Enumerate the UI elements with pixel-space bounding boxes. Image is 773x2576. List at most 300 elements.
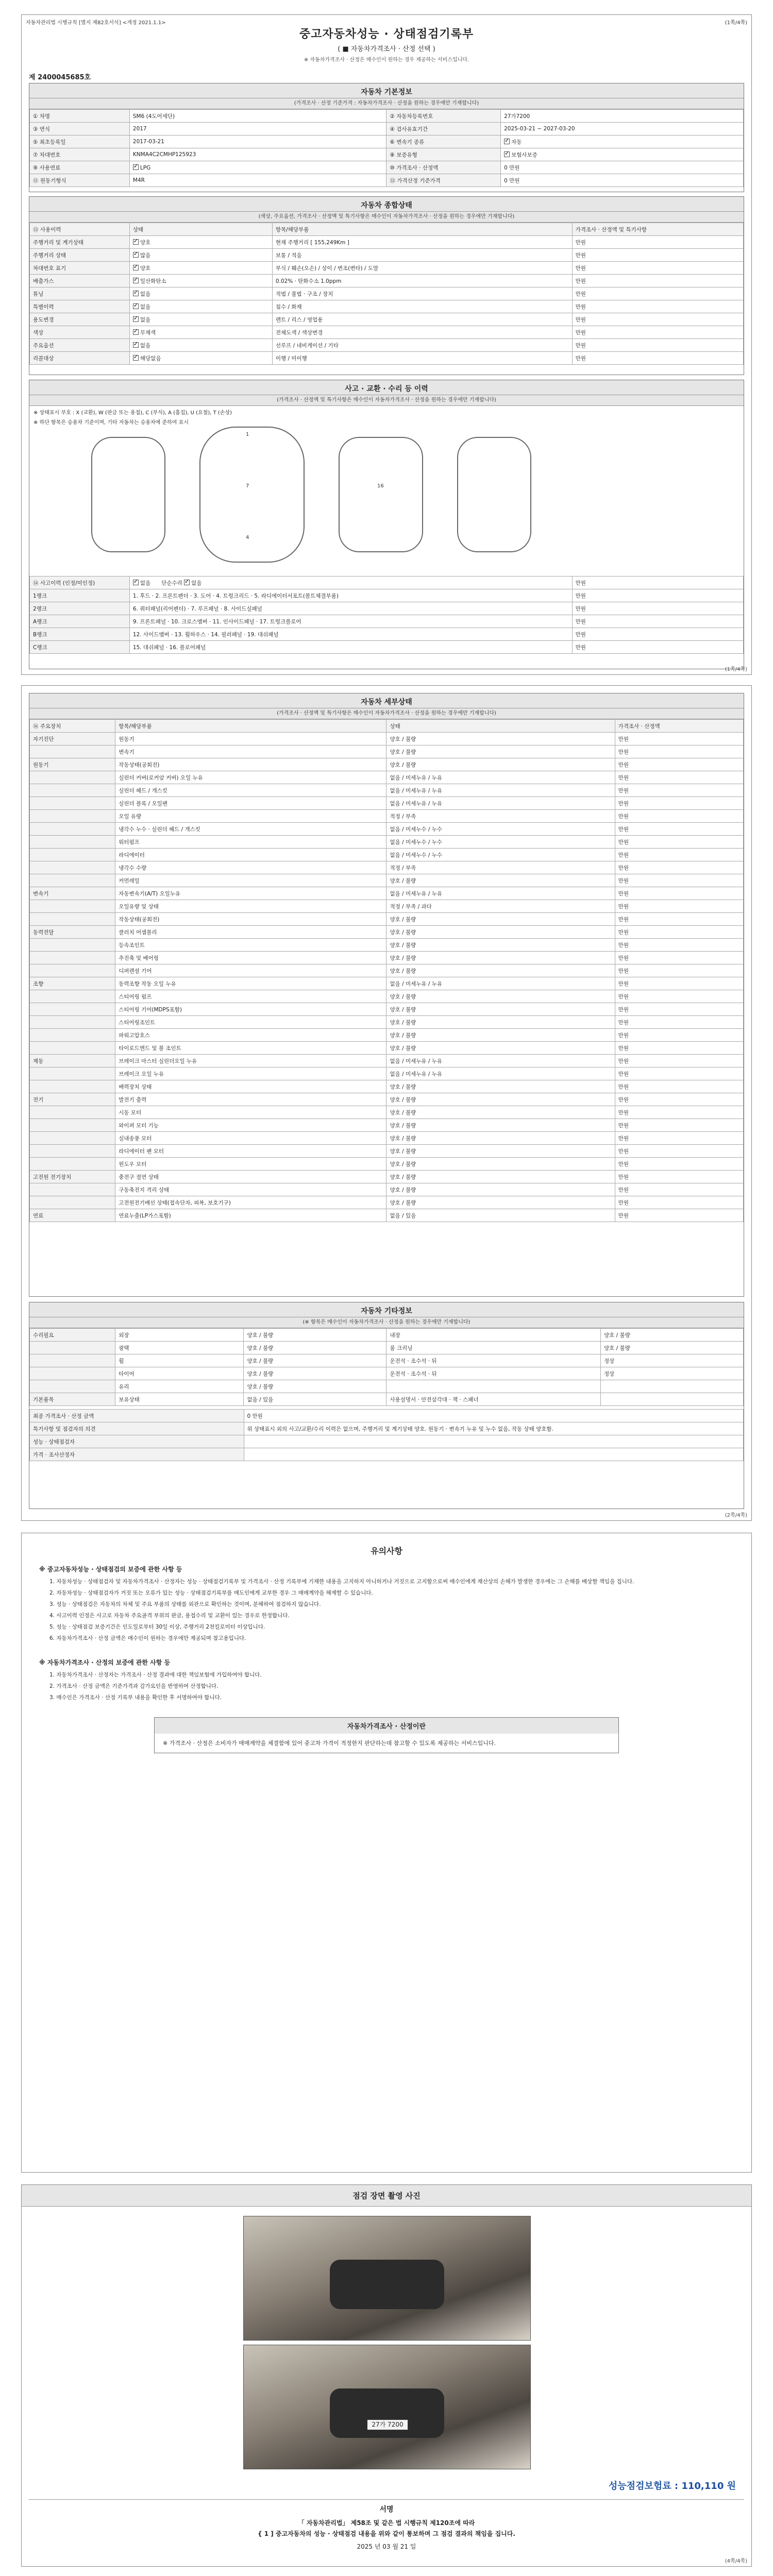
row-detail: 0.02% · 탄화수소 1.0ppm [272, 275, 572, 287]
final-price-label: 최종 가격조사 · 산정 금액 [30, 1410, 244, 1422]
table-row [30, 602, 744, 615]
notice-paragraph: 1. 자동차가격조사 · 산정자는 가격조사 · 산정 결과에 대한 책임보험에 가입하여야 합니다. [49, 1672, 262, 1678]
header-cell: 항목/해당부품 [115, 720, 386, 733]
zone-marker: 16 [377, 483, 384, 489]
group-cell: 변속기 [30, 887, 115, 900]
price-cell: 만원 [615, 990, 743, 1003]
group-cell: 전기 [30, 1093, 115, 1106]
item2-cell [386, 1380, 601, 1393]
price-cell: 만원 [615, 836, 743, 849]
notice-paragraph: 4. 사고이력 인정은 사고로 자동차 주요골격 부위의 판금, 용접수리 및 교환이 있는 경우로 한정합니다. [49, 1613, 290, 1619]
part-cell: 클러치 어셈블리 [115, 926, 386, 939]
row-key: 차대번호 표기 [30, 262, 130, 275]
row-state: ✓ 없음 [129, 339, 272, 352]
row-price: 만원 [572, 326, 743, 339]
price-cell: 만원 [615, 771, 743, 784]
group-cell: 조향 [30, 977, 115, 990]
group-cell [30, 836, 115, 849]
detail-note: (가격조사 · 산정액 및 특기사항은 매수인이 자동차가격조사 · 산정을 원하는 경우에만 기재합니다) [29, 708, 744, 719]
table-row [30, 287, 744, 300]
header-cell: 가격조사 · 산정액 [615, 720, 743, 733]
checkbox-icon [133, 265, 139, 270]
group-cell [30, 1003, 115, 1016]
part-cell: 작동상태(공회전) [115, 758, 386, 771]
page-number: (4쪽/4쪽) [725, 2558, 747, 2564]
page-1 [21, 14, 752, 675]
document-number: 제 2400045685호 [29, 74, 91, 81]
inspection-photo-front [243, 2216, 531, 2341]
table-row [30, 1029, 744, 1042]
price-cell: 만원 [615, 745, 743, 758]
header-cell: ⑬ 사용이력 [30, 223, 130, 236]
state-cell: 양호 / 불량 [386, 939, 615, 952]
row-price: 만원 [572, 275, 743, 287]
accident-legend: ※ 상태표시 부호 : X (교환), W (판금 또는 용접), C (부식), A (흠집), U (요철), T (손상) [33, 410, 232, 416]
signature-date: 2025 년 03 월 21 일 [357, 2543, 416, 2550]
notice-paragraph: 3. 매수인은 가격조사 · 산정 기록부 내용을 확인한 후 서명하여야 합니다. [49, 1694, 222, 1701]
table-row [30, 641, 744, 654]
table-row [30, 887, 744, 900]
table-row [30, 1410, 744, 1422]
table-row [30, 326, 744, 339]
row-price: 만원 [572, 262, 743, 275]
accident-note: (가격조사 · 산정액 및 특기사항은 매수인이 자동차가격조사 · 산정을 원하는 경우에만 기재합니다) [29, 395, 744, 406]
cell-value [501, 148, 744, 161]
group-cell [30, 1183, 115, 1196]
state-cell: 없음 / 미세누유 / 누유 [386, 797, 615, 810]
group-cell: 원동기 [30, 758, 115, 771]
table-row [30, 1132, 744, 1145]
row-detail: 전체도색 / 색상변경 [272, 326, 572, 339]
price-cell: 만원 [615, 1196, 743, 1209]
page-number: (2쪽/4쪽) [725, 1513, 747, 1518]
cell-label: ⑧ 보증유형 [386, 148, 501, 161]
overall-title: 자동차 종합상태 [29, 197, 744, 212]
group-cell [30, 1042, 115, 1055]
state-cell: 없음 / 미세누유 / 누유 [386, 784, 615, 797]
row-key: 색상 [30, 326, 130, 339]
part-cell: 발전기 출력 [115, 1093, 386, 1106]
document-note: ※ 자동차가격조사 · 산정은 매수인이 원하는 경우 제공하는 서비스입니다. [304, 57, 469, 63]
table-row [30, 964, 744, 977]
detail-title: 자동차 세부상태 [29, 693, 744, 708]
table-row [30, 628, 744, 641]
cell-value: 2017-03-21 [129, 135, 386, 148]
table-row [30, 1106, 744, 1119]
table-row [30, 1196, 744, 1209]
item-cell: 보유상태 [115, 1393, 244, 1406]
table-row [30, 1055, 744, 1067]
header-cell: 가격조사 · 산정액 및 특기사항 [572, 223, 743, 236]
price-cell: 만원 [615, 1093, 743, 1106]
page-2 [21, 685, 752, 1521]
price-cell: 만원 [615, 1029, 743, 1042]
basic-info-section [29, 83, 744, 192]
overall-note: (색상, 주요옵션, 가격조사 · 산정액 및 특기사항은 매수인이 자동차가격조사 · 산정을 원하는 경우에만 기재합니다) [29, 212, 744, 223]
group-cell: 연료 [30, 1209, 115, 1222]
cell-value: KNMA4C2CMHP125923 [129, 148, 386, 161]
checkbox-icon [133, 239, 139, 245]
row-key: 주행거리 상태 [30, 249, 130, 262]
cell-label: ⑨ 사용연료 [30, 161, 130, 174]
row-state: ✓ 양호 [129, 236, 272, 249]
row-detail: 렌트 / 리스 / 영업용 [272, 313, 572, 326]
state2-cell [600, 1380, 743, 1393]
group-cell [30, 810, 115, 823]
group-cell: 자기진단 [30, 733, 115, 745]
detail-section [29, 693, 744, 1297]
item-cell: 휠 [115, 1354, 244, 1367]
group-cell [30, 1354, 115, 1367]
row-key: 배출가스 [30, 275, 130, 287]
part-cell: 오일유량 및 상태 [115, 900, 386, 913]
item2-cell: 운전석 · 조수석 · 뒤 [386, 1367, 601, 1380]
state-cell: 양호 / 불량 [386, 1196, 615, 1209]
part-cell: 변속기 [115, 745, 386, 758]
group-cell [30, 1067, 115, 1080]
part-cell: 라디에이터 팬 모터 [115, 1145, 386, 1158]
notice-list-2 [49, 1671, 724, 1702]
state-cell: 양호 / 불량 [386, 874, 615, 887]
group-cell [30, 771, 115, 784]
car-top-outline [199, 427, 305, 563]
price-cell: 만원 [615, 797, 743, 810]
checkbox-icon [133, 329, 139, 335]
state-cell: 없음 / 미세누유 / 누유 [386, 977, 615, 990]
table-row [30, 1016, 744, 1029]
table-row [30, 262, 744, 275]
state-cell: 없음 / 미세누유 / 누유 [386, 1067, 615, 1080]
accident-legend-2: ※ 하단 항목은 승용차 기준이며, 기타 자동차는 승용차에 준하여 표시 [33, 420, 189, 426]
group-cell [30, 874, 115, 887]
row-key: 특별이력 [30, 300, 130, 313]
group-cell [30, 784, 115, 797]
accident-parts-table [29, 576, 744, 654]
row-price: 만원 [572, 352, 743, 365]
notice-paragraph: 2. 자동차성능 · 상태점검자가 거짓 또는 오류가 있는 성능 · 상태점검기록부를 매도인에게 교부한 경우 그 매매계약을 해제할 수 있습니다. [49, 1590, 373, 1596]
table-row [30, 161, 744, 174]
row-price: 만원 [572, 339, 743, 352]
notice-box [154, 1717, 619, 1753]
cell-value: M4R [129, 174, 386, 187]
table-row [30, 1393, 744, 1406]
cell-value: 2017 [129, 123, 386, 135]
rank-label: 2랭크 [30, 602, 130, 615]
group-cell [30, 1119, 115, 1132]
row-price: 만원 [572, 249, 743, 262]
state-cell: 양호 / 불량 [386, 1183, 615, 1196]
price-cell: 만원 [615, 1158, 743, 1171]
price-cell: 만원 [615, 1055, 743, 1067]
row-state: ✓ 없음 [129, 300, 272, 313]
item2-cell: 운전석 · 조수석 · 뒤 [386, 1354, 601, 1367]
table-row [30, 939, 744, 952]
table-row [30, 1093, 744, 1106]
row-price: 만원 [572, 313, 743, 326]
header-cell: 항목/해당부품 [272, 223, 572, 236]
row-detail: 보통 / 적음 [272, 249, 572, 262]
rank-items: 6. 쿼터패널(리어펜더) · 7. 루프패널 · 8. 사이드실패널 [129, 602, 572, 615]
table-row [30, 952, 744, 964]
basic-info-note: (가격조사 · 산정 기준가격 : 자동차가격조사 · 산정을 원하는 경우에만 기재합니다) [29, 98, 744, 109]
state2-cell: 정상 [600, 1367, 743, 1380]
row-state: ✓ 해당없음 [129, 352, 272, 365]
zone-marker: 1 [246, 432, 249, 437]
part-cell: 충전구 절연 상태 [115, 1171, 386, 1183]
group-cell [30, 1158, 115, 1171]
rank-items: 9. 프론트패널 · 10. 크로스멤버 · 11. 인사이드패널 · 17. 트렁크플로어 [129, 615, 572, 628]
price-cell: 만원 [615, 1119, 743, 1132]
group-cell [30, 1380, 115, 1393]
state-cell: 양호 / 불량 [386, 1003, 615, 1016]
price-cell: 만원 [615, 964, 743, 977]
table-row [30, 1380, 744, 1393]
document-title: 중고자동차성능 · 상태점검기록부 [299, 28, 474, 41]
rank-label: 1랭크 [30, 589, 130, 602]
table-row [30, 339, 744, 352]
table-row [30, 249, 744, 262]
group-cell [30, 849, 115, 861]
cell-label: ① 차명 [30, 110, 130, 123]
inspection-photo-rear [243, 2345, 531, 2469]
table-row [30, 874, 744, 887]
state-cell: 양호 / 불량 [386, 758, 615, 771]
zone-marker: 4 [246, 535, 249, 540]
row-detail: 현재 주행거리 [ 155,249Km ] [272, 236, 572, 249]
price-cell: 만원 [615, 1132, 743, 1145]
table-row [30, 615, 744, 628]
row-price: 만원 [572, 577, 743, 589]
group-cell [30, 1145, 115, 1158]
part-cell: 라디에이터 [115, 849, 386, 861]
row-detail: 선루프 / 네비게이션 / 기타 [272, 339, 572, 352]
price-cell: 만원 [615, 952, 743, 964]
table-header-row [30, 720, 744, 733]
cell-label: ③ 연식 [30, 123, 130, 135]
table-row [30, 861, 744, 874]
table-row [30, 1003, 744, 1016]
price-cell: 만원 [615, 874, 743, 887]
price-cell: 만원 [615, 861, 743, 874]
cell-value: 0 만원 [501, 174, 744, 187]
group-cell [30, 1367, 115, 1380]
cell-label: ⑪ 원동기형식 [30, 174, 130, 187]
checkbox-icon [133, 303, 139, 309]
zone-marker: 7 [246, 483, 249, 489]
state-cell: 없음 / 있음 [244, 1393, 386, 1406]
notice-paragraph: 3. 성능 · 상태점검은 자동차의 차체 및 주요 부품의 상태를 외관으로 확인하는 것이며, 분해하여 점검하지 않습니다. [49, 1601, 321, 1607]
state-cell: 양호 / 불량 [244, 1342, 386, 1354]
row-price: 만원 [572, 602, 743, 615]
checkbox-icon [133, 278, 139, 283]
group-cell [30, 861, 115, 874]
row-state: ✓ 양호 [129, 262, 272, 275]
item2-cell: 내장 [386, 1329, 601, 1342]
price-cell: 만원 [615, 1106, 743, 1119]
price-cell: 만원 [615, 784, 743, 797]
row-key: 주행거리 및 계기상태 [30, 236, 130, 249]
checkbox-icon [133, 164, 139, 170]
price-cell: 만원 [615, 926, 743, 939]
part-cell: 오일 유량 [115, 810, 386, 823]
cell-value: 0 만원 [501, 161, 744, 174]
price-cell: 만원 [615, 1042, 743, 1055]
part-cell: 등속조인트 [115, 939, 386, 952]
cell-label: ⑩ 가격조사 · 산정액 [386, 161, 501, 174]
state-cell: 양호 / 불량 [386, 926, 615, 939]
rank-items: 12. 사이드멤버 · 13. 휠하우스 · 14. 필러패널 · 19. 대쉬패널 [129, 628, 572, 641]
item2-cell: 룸 크리닝 [386, 1342, 601, 1354]
row-price: 만원 [572, 300, 743, 313]
table-row [30, 275, 744, 287]
table-row [30, 110, 744, 123]
state-cell: 없음 / 미세누수 / 누수 [386, 836, 615, 849]
row-state: ✓ 무채색 [129, 326, 272, 339]
overall-table [29, 223, 744, 365]
cell-label: ⑤ 최초등록일 [30, 135, 130, 148]
signature-title: 서명 [379, 2505, 394, 2514]
price-cell: 만원 [615, 1003, 743, 1016]
table-row [30, 1119, 744, 1132]
row-detail: 침수 / 화재 [272, 300, 572, 313]
header-cell: 상태 [386, 720, 615, 733]
rank-label: C랭크 [30, 641, 130, 654]
part-cell: 자동변속기(A/T) 오일누유 [115, 887, 386, 900]
table-row [30, 1342, 744, 1354]
state-cell: 양호 / 불량 [244, 1367, 386, 1380]
state-cell: 양호 / 불량 [386, 1042, 615, 1055]
group-cell [30, 1342, 115, 1354]
state-cell: 양호 / 불량 [244, 1380, 386, 1393]
price-cell: 만원 [615, 1209, 743, 1222]
row-state: ✓ 일산화탄소 [129, 275, 272, 287]
group-cell: 제동 [30, 1055, 115, 1067]
state2-cell [600, 1393, 743, 1406]
checkbox-icon [133, 580, 139, 585]
title-block [129, 25, 644, 63]
table-row [30, 1067, 744, 1080]
row-detail: 이행 / 미이행 [272, 352, 572, 365]
row-state: ✓ 없음 [129, 313, 272, 326]
table-row [30, 123, 744, 135]
row-state: ✓ 많음 [129, 249, 272, 262]
part-cell: 파워고압호스 [115, 1029, 386, 1042]
group-cell [30, 990, 115, 1003]
state-cell: 적정 / 부족 [386, 810, 615, 823]
price-cell: 만원 [615, 1080, 743, 1093]
cell-value: SM6 (4도어세단) [129, 110, 386, 123]
table-row [30, 900, 744, 913]
state-cell: 양호 / 불량 [386, 1106, 615, 1119]
row-price: 만원 [572, 628, 743, 641]
table-row [30, 913, 744, 926]
page-indicator: (1쪽/4쪽) [725, 20, 747, 26]
page-number: (1쪽/4쪽) [725, 667, 747, 672]
table-row [30, 990, 744, 1003]
table-row [30, 1209, 744, 1222]
part-cell: 추진축 및 베어링 [115, 952, 386, 964]
table-row [30, 1367, 744, 1380]
state-cell: 양호 / 불량 [386, 1119, 615, 1132]
special-label: 특기사항 및 점검자의 의견 [30, 1422, 244, 1435]
state-cell: 양호 / 불량 [244, 1329, 386, 1342]
price-officer-label: 가격 · 조사산정자 [30, 1448, 244, 1461]
cell-value: 27가7200 [501, 110, 744, 123]
state-cell: 양호 / 불량 [386, 964, 615, 977]
basic-info-table [29, 109, 744, 187]
row-price: 만원 [572, 287, 743, 300]
table-row [30, 1435, 744, 1448]
notice-paragraph: 1. 자동차성능 · 상태점검자 및 자동차가격조사 · 산정자는 성능 · 상태점검기록부 및 가격조사 · 산정 기록부에 기재한 내용을 고지하지 아니하거나 거짓으로 고지함으로써 매수인에게 재산상의 손해가 발생한 경우에는 그 손해를 배상할 책임을 집니다. [49, 1579, 634, 1585]
notice-paragraph: 5. 성능 · 상태점검 보증기간은 인도일로부터 30일 이상, 주행거리 2천킬로미터 이상입니다. [49, 1624, 265, 1630]
item-cell: 유리 [115, 1380, 244, 1393]
part-cell: 브레이크 마스터 실린더오일 누유 [115, 1055, 386, 1067]
signature-section [29, 2499, 744, 2551]
notice-box-text: ※ 가격조사 · 산정은 소비자가 매매계약을 체결함에 있어 중고차 가격이 적정한지 판단하는데 참고할 수 있도록 제공하는 서비스입니다. [163, 1740, 496, 1747]
row-price: 만원 [572, 236, 743, 249]
table-row [30, 758, 744, 771]
notice-title: 유의사항 [371, 1546, 402, 1556]
part-cell: 스티어링조인트 [115, 1016, 386, 1029]
row-price: 만원 [572, 589, 743, 602]
table-header-row [30, 223, 744, 236]
page-photos [21, 2184, 752, 2567]
state-cell: 적정 / 부족 [386, 861, 615, 874]
notice-paragraph: 2. 가격조사 · 산정 금액은 기준가격과 감가요인을 반영하여 산정합니다. [49, 1683, 219, 1689]
basic-info-title: 자동차 기본정보 [29, 83, 744, 98]
group-cell: 동력전달 [30, 926, 115, 939]
group-cell [30, 1196, 115, 1209]
item-cell: 광택 [115, 1342, 244, 1354]
part-cell: 와이퍼 모터 기능 [115, 1119, 386, 1132]
table-row [30, 135, 744, 148]
checkbox-icon [133, 355, 139, 361]
accident-section [29, 380, 744, 669]
table-row [30, 733, 744, 745]
row-state: ✓ 없음 [129, 287, 272, 300]
header-cell: 상태 [129, 223, 272, 236]
part-cell: 윈도우 모터 [115, 1158, 386, 1171]
rank-items: 1. 후드 · 2. 프론트펜더 · 3. 도어 · 4. 트렁크리드 · 5. 라디에이터서포트(볼트체결부품) [129, 589, 572, 602]
state-cell: 양호 / 불량 [386, 1029, 615, 1042]
price-cell: 만원 [615, 1016, 743, 1029]
car-front-outline [91, 437, 165, 552]
part-cell: 냉각수 수량 [115, 861, 386, 874]
group-cell [30, 964, 115, 977]
price-cell: 만원 [615, 900, 743, 913]
part-cell: 스티어링 펌프 [115, 990, 386, 1003]
signature-text-1: 「 자동차관리법」 제58조 및 같은 법 시행규칙 제120조에 따라 [298, 2519, 475, 2527]
license-plate: 27가 7200 [367, 2419, 408, 2430]
cell-label: ⑦ 차대번호 [30, 148, 130, 161]
cell-value [129, 161, 386, 174]
state-cell: 양호 / 불량 [386, 1145, 615, 1158]
row-key: 용도변경 [30, 313, 130, 326]
rank-items: 15. 대쉬패널 · 16. 플로어패널 [129, 641, 572, 654]
state-cell: 양호 / 불량 [386, 990, 615, 1003]
group-cell [30, 1080, 115, 1093]
notice-list-1 [49, 1578, 724, 1642]
state2-cell: 양호 / 불량 [600, 1329, 743, 1342]
price-cell: 만원 [615, 1171, 743, 1183]
table-row [30, 589, 744, 602]
cell-label: ⑫ 가격산정 기준가격 [386, 174, 501, 187]
table-row [30, 1354, 744, 1367]
table-row [30, 926, 744, 939]
accident-title: 사고 · 교환 · 수리 등 이력 [29, 380, 744, 395]
notice-box-title: 자동차가격조사 · 산정이란 [155, 1718, 618, 1734]
group-cell [30, 900, 115, 913]
